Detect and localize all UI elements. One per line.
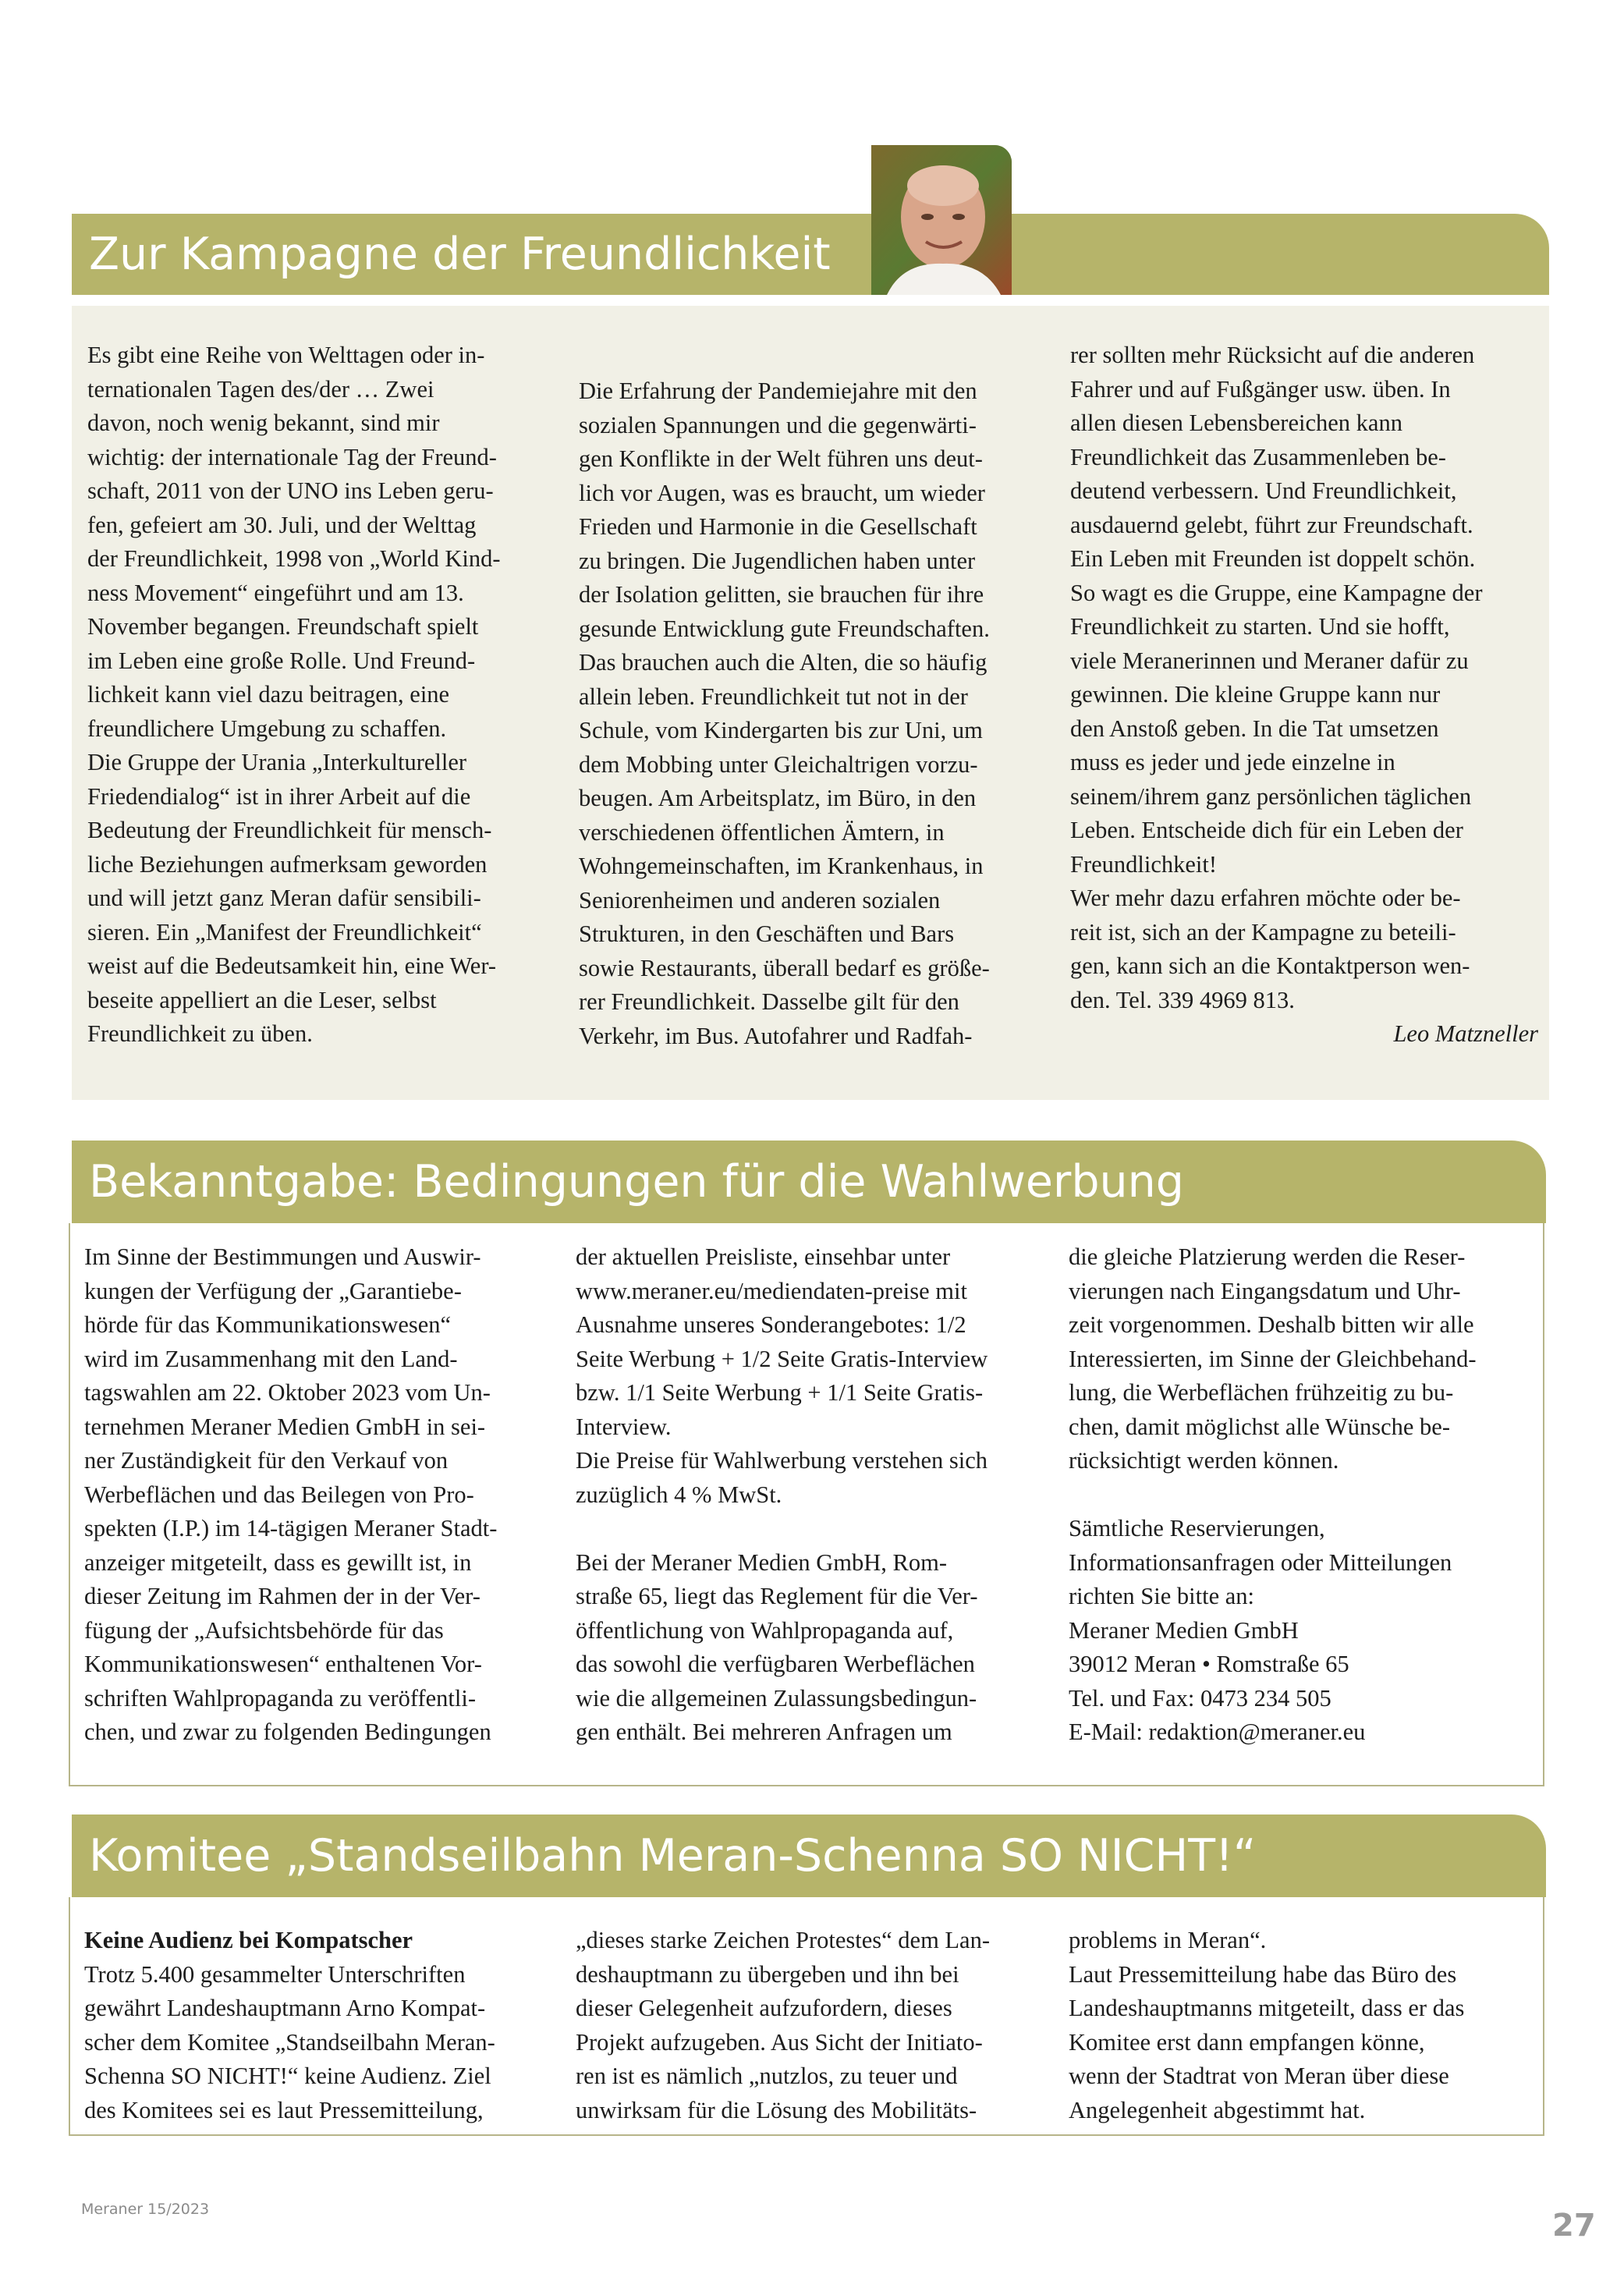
article-column-3: die gleiche Platzierung werden die Reser- vierungen nach Eingangsdatum und Uhr- zeit vorgenommen. Deshalb bitten wir alle Interessierten, im Sinne der Gleichbehand- lung, die Werbeflächen frühzeitig zu bu- chen, damit möglichst alle Wünsche be- rücksichtigt werden können. Sämtliche Reservierungen, Informationsanfragen oder Mitteilungen richten Sie bitte an: Meraner Medien GmbH 39012 Meran • Romstraße 65 Tel. und Fax: 0473 234 505 E-Mail: redaktion@meraner.eu	[1069, 1240, 1537, 1750]
article-column-2: „dieses starke Zeichen Protestes“ dem Lan- deshauptmann zu übergeben und ihn bei dieser Gelegenheit aufzufordern, dieses Projekt aufzugeben. Aus Sicht der Initiato- ren ist es nämlich „nutzlos, zu teuer und unwirksam für die Lösung des Mobilitäts-	[576, 1927, 990, 2123]
author-signature: Leo Matzneller	[1393, 1020, 1538, 1047]
portrait-illustration	[871, 145, 1012, 295]
article-column-3: problems in Meran“. Laut Pressemitteilung habe das Büro des Landeshauptmanns mitgeteilt, dass er das Komitee erst dann empfangen könne, wenn der Stadtrat von Meran über diese Angelegenheit abgestimmt hat.	[1069, 1927, 1465, 2123]
article-column-2: der aktuellen Preisliste, einsehbar unter www.meraner.eu/mediendaten-preise mit Ausnahme unseres Sonderangebotes: 1/2 Seite Werbung + 1/2 Seite Gratis-Interview bzw. 1/1 Seite Werbung + 1/1 Seite Gratis- Interview. Die Preise für Wahlwerbung verstehen sich zuzüglich 4 % MwSt. Bei der Meraner Medien GmbH, Rom- straße 65, liegt das Reglement für die Ver- öffentlichung von Wahlpropaganda auf, das sowohl die verfügbaren Werbeflächen wie die allgemeinen Zulassungsbedingun- gen enthält. Bei mehreren Anfragen um	[576, 1243, 988, 1745]
section-title: Bekanntgabe: Bedingungen für die Wahlwerbung	[89, 1156, 1184, 1208]
article-column-2: Die Erfahrung der Pandemiejahre mit den sozialen Spannungen und die gegenwärti- gen Konflikte in der Welt führen uns deut- lich vor Augen, was es braucht, um wieder Frieden und Harmonie in die Gesellschaft zu bringen. Die Jugendlichen haben unter der Isolation gelitten, sie brauchen für ihre gesunde Entwicklung gute Freundschaften. Das brauchen auch die Alten, die so häufig allein leben. Freundlichkeit tut not in der Schule, vom Kindergarten bis zur Uni, um dem Mobbing unter Gleichaltrigen vorzu- beugen. Am Arbeitsplatz, im Büro, in den verschiedenen öffentlichen Ämtern, in Wohngemeinschaften, im Krankenhaus, in Seniorenheimen und anderen sozialen Strukturen, in den Geschäften und Bars sowie Restaurants, überall bedarf es größe- rer Freundlichkeit. Dasselbe gilt für den Verkehr, im Bus. Autofahrer und Radfah-	[579, 378, 990, 1049]
contact-email: E-Mail: redaktion@meraner.eu	[1069, 1719, 1366, 1745]
section-header-komitee	[72, 1815, 1546, 1897]
author-portrait-photo	[871, 145, 1012, 295]
section-title: Komitee „Standseilbahn Meran-Schenna SO NICHT!“	[89, 1830, 1257, 1882]
section-header-kampagne	[72, 214, 1549, 295]
section-header-wahlwerbung	[72, 1140, 1546, 1223]
section-title: Zur Kampagne der Freundlichkeit	[89, 229, 831, 280]
article-column-3: rer sollten mehr Rücksicht auf die anderen Fahrer und auf Fußgänger usw. üben. In allen diesen Lebensbereichen kann Freundlichkeit das Zusammenleben be- deutend verbessern. Und Freundlichkeit, ausdauernd gelebt, führt zur Freundschaft. Ein Leben mit Freunden ist doppelt schön. So wagt es die Gruppe, eine Kampagne der Freundlichkeit zu starten. Und sie hofft, viele Meranerinnen und Meraner dafür zu gewinnen. Die kleine Gruppe kann nur den Anstoß geben. In die Tat umsetzen muss es jeder und jede einzelne in seinem/ihrem ganz persönlichen täglichen Leben. Entscheide dich für ein Leben der Freundlichkeit! Wer mehr dazu erfahren möchte oder be- reit ist, sich an der Kampagne zu beteili- gen, kann sich an die Kontaktperson wen- den. Tel. 339 4969 813. Leo Matzneller	[1070, 339, 1538, 1052]
article-column-1: Im Sinne der Bestimmungen und Auswir- kungen der Verfügung der „Garantiebe- hörde für das Kommunikationswesen“ wird im Zusammenhang mit den Land- tagswahlen am 22. Oktober 2023 vom Un- ternehmen Meraner Medien GmbH in sei- ner Zuständigkeit für den Verkauf von Werbeflächen und das Beilegen von Pro- spekten (I.P.) im 14-tägigen Meraner Stadt- anzeiger mitgeteilt, dass es gewillt ist, in dieser Zeitung im Rahmen der in der Ver- fügung der „Aufsichtsbehörde für das Kommunikationswesen“ enthaltenen Vor- schriften Wahlpropaganda zu veröffentli- chen, und zwar zu folgenden Bedingungen	[84, 1243, 498, 1745]
publication-issue: Meraner 15/2023	[81, 2201, 210, 2218]
article-column-1: Keine Audienz bei Kompatscher Trotz 5.400 gesammelter Unterschriften gewährt Landeshauptmann Arno Kompat- scher dem Komitee „Standseilbahn Meran- Schenna SO NICHT!“ keine Audienz. Ziel des Komitees sei es laut Pressemitteilung,	[84, 1924, 546, 2127]
article-subheading: Keine Audienz bei Kompatscher	[84, 1927, 413, 1953]
article-column-1: Es gibt eine Reihe von Welttagen oder in- ternationalen Tagen des/der … Zwei davon, noch wenig bekannt, sind mir wichtig: der internationale Tag der Freund- schaft, 2011 von der UNO ins Leben geru- fen, gefeiert am 30. Juli, und der Welttag der Freundlichkeit, 1998 von „World Kind- ness Movement“ eingeführt und am 13. November begangen. Freundschaft spielt im Leben eine große Rolle. Und Freund- lichkeit kann viel dazu beitragen, eine freundlichere Umgebung zu schaffen. Die Gruppe der Urania „Interkultureller Friedendialog“ ist in ihrer Arbeit auf die Bedeutung der Freundlichkeit für mensch- liche Beziehungen aufmerksam geworden und will jetzt ganz Meran dafür sensibili- sieren. Ein „Manifest der Freundlichkeit“ weist auf die Bedeutsamkeit hin, eine Wer- beseite appelliert an die Leser, selbst Freundlichkeit zu üben.	[87, 342, 501, 1047]
page-number: 27	[1552, 2208, 1596, 2244]
